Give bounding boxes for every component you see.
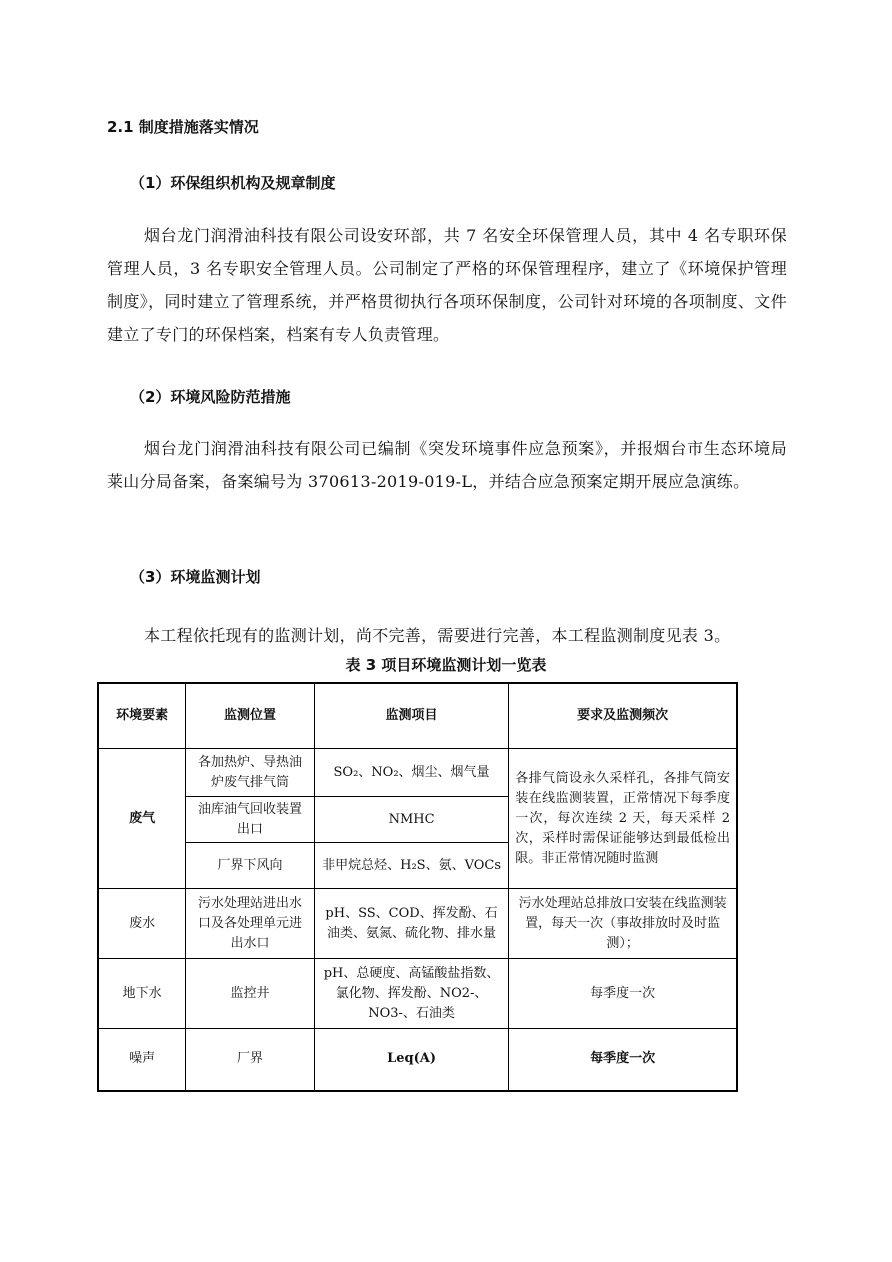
header-requirement: 要求及监测频次 [509,683,737,749]
waste-water-location: 污水处理站进出水口及各处理单元进出水口 [186,889,315,959]
monitoring-table [97,682,738,1092]
subsection-heading-1: （1）环保组织机构及规章制度 [130,174,336,192]
noise-requirement: 每季度一次 [509,1029,737,1091]
section-title: 2.1 制度措施落实情况 [107,118,259,136]
groundwater-location: 监控井 [186,959,315,1029]
waste-gas-items-3: 非甲烷总烃、H₂S、氨、VOCs [314,843,508,889]
waste-gas-location-2: 油库油气回收装置出口 [186,797,315,843]
header-location: 监测位置 [186,683,315,749]
waste-gas-location-1: 各加热炉、导热油炉废气排气筒 [186,749,315,797]
table-row [98,1029,737,1091]
noise-location: 厂界 [186,1029,315,1091]
header-element: 环境要素 [98,683,186,749]
subsection-heading-3: （3）环境监测计划 [130,568,261,586]
paragraph-1: 烟台龙门润滑油科技有限公司设安环部，共 7 名安全环保管理人员，其中 4 名专职环保管理人员，3 名专职安全管理人员。公司制定了严格的环保管理程序，建立了《环境保护管理制度》，同时建立了管理系统，并严格贯彻执行各项环保制度，公司针对环境的各项制度、文件建立了专门的环保档案，档案有专人负责管理。 [107,226,787,344]
paragraph-2: 烟台龙门润滑油科技有限公司已编制《突发环境事件应急预案》，并报烟台市生态环境局莱山分局备案，备案编号为 370613-2019-019-L，并结合应急预案定期开展应急演练。 [107,439,787,491]
waste-gas-items-1: SO₂、NO₂、烟尘、烟气量 [314,749,508,797]
groundwater-items: pH、总硬度、高锰酸盐指数、氯化物、挥发酚、NO2-、NO3-、石油类 [314,959,508,1029]
waste-gas-element: 废气 [98,749,186,889]
table-row [98,889,737,959]
paragraph-3: 本工程依托现有的监测计划，尚不完善，需要进行完善，本工程监测制度见表 3。 [144,626,731,645]
waste-water-requirement: 污水处理站总排放口安装在线监测装置，每天一次（事故排放时及时监测）； [509,889,737,959]
table-caption: 表 3 项目环境监测计划一览表 [345,656,547,674]
groundwater-requirement: 每季度一次 [509,959,737,1029]
subsection-heading-2: （2）环境风险防范措施 [130,388,291,406]
waste-water-items: pH、SS、COD、挥发酚、石油类、氨氮、硫化物、排水量 [314,889,508,959]
table-header-row [98,683,737,749]
groundwater-element: 地下水 [98,959,186,1029]
waste-gas-items-2: NMHC [314,797,508,843]
table-row [98,749,737,797]
noise-element: 噪声 [98,1029,186,1091]
waste-water-element: 废水 [98,889,186,959]
header-items: 监测项目 [314,683,508,749]
waste-gas-requirement: 各排气筒设永久采样孔，各排气筒安装在线监测装置，正常情况下每季度一次，每次连续 2 天，每天采样 2 次，采样时需保证能够达到最低检出限。非正常情况随时监测 [509,749,737,889]
table-row [98,959,737,1029]
noise-items: Leq(A) [314,1029,508,1091]
waste-gas-location-3: 厂界下风向 [186,843,315,889]
